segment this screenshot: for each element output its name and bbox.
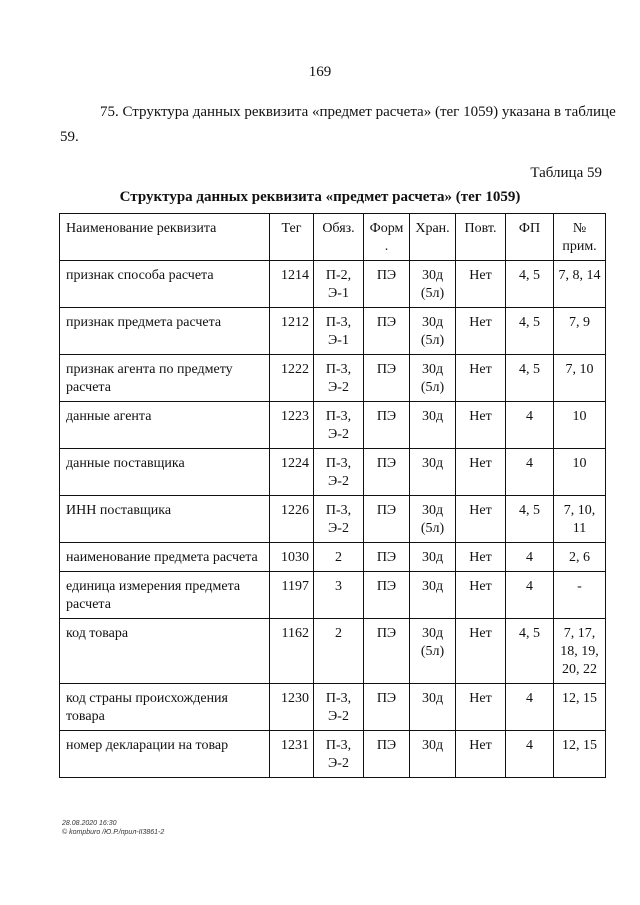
table-row — [60, 543, 606, 572]
cell-note: 7, 10, 11 — [554, 496, 606, 543]
header-name: Наименование реквизита — [60, 214, 270, 261]
cell-name: признак агента по предмету расчета — [60, 355, 270, 402]
cell-storage: 30д (5л) — [410, 308, 456, 355]
requisite-table — [59, 213, 606, 778]
cell-repeat: Нет — [456, 731, 506, 778]
cell-repeat: Нет — [456, 684, 506, 731]
cell-name: данные агента — [60, 402, 270, 449]
cell-note: 7, 8, 14 — [554, 261, 606, 308]
cell-fp: 4 — [506, 543, 554, 572]
footer-stamp — [62, 819, 164, 837]
table-row — [60, 308, 606, 355]
cell-name: номер декларации на товар — [60, 731, 270, 778]
cell-tag: 1223 — [270, 402, 314, 449]
cell-fp: 4, 5 — [506, 496, 554, 543]
table-row — [60, 496, 606, 543]
cell-fp: 4, 5 — [506, 308, 554, 355]
cell-tag: 1226 — [270, 496, 314, 543]
table-caption: Таблица 59 — [530, 165, 602, 181]
cell-storage: 30д — [410, 449, 456, 496]
cell-name: признак способа расчета — [60, 261, 270, 308]
table-row — [60, 355, 606, 402]
cell-required: П-3, Э-2 — [314, 449, 364, 496]
cell-name: данные поставщика — [60, 449, 270, 496]
cell-storage: 30д — [410, 543, 456, 572]
cell-repeat: Нет — [456, 308, 506, 355]
cell-storage: 30д (5л) — [410, 619, 456, 684]
header-format: Форм . — [364, 214, 410, 261]
cell-note: 12, 15 — [554, 684, 606, 731]
table-row — [60, 402, 606, 449]
cell-note: 2, 6 — [554, 543, 606, 572]
cell-tag: 1222 — [270, 355, 314, 402]
cell-format: ПЭ — [364, 543, 410, 572]
cell-repeat: Нет — [456, 449, 506, 496]
table-row — [60, 572, 606, 619]
cell-format: ПЭ — [364, 572, 410, 619]
cell-fp: 4 — [506, 572, 554, 619]
cell-repeat: Нет — [456, 543, 506, 572]
cell-required: П-3, Э-2 — [314, 355, 364, 402]
header-required: Обяз. — [314, 214, 364, 261]
cell-repeat: Нет — [456, 496, 506, 543]
cell-format: ПЭ — [364, 496, 410, 543]
table-body — [60, 261, 606, 778]
cell-tag: 1030 — [270, 543, 314, 572]
cell-fp: 4, 5 — [506, 261, 554, 308]
cell-format: ПЭ — [364, 619, 410, 684]
header-fp: ФП — [506, 214, 554, 261]
cell-fp: 4 — [506, 449, 554, 496]
cell-format: ПЭ — [364, 402, 410, 449]
cell-format: ПЭ — [364, 684, 410, 731]
table-row — [60, 731, 606, 778]
table-row — [60, 261, 606, 308]
cell-note: 10 — [554, 402, 606, 449]
table-row — [60, 619, 606, 684]
cell-repeat: Нет — [456, 619, 506, 684]
cell-fp: 4 — [506, 684, 554, 731]
cell-repeat: Нет — [456, 261, 506, 308]
cell-format: ПЭ — [364, 308, 410, 355]
cell-format: ПЭ — [364, 731, 410, 778]
cell-storage: 30д — [410, 402, 456, 449]
cell-storage: 30д (5л) — [410, 496, 456, 543]
intro-paragraph: 75. Структура данных реквизита «предмет расчета» (тег 1059) указана в таблице 59. — [60, 104, 616, 145]
cell-required: П-2, Э-1 — [314, 261, 364, 308]
cell-format: ПЭ — [364, 355, 410, 402]
cell-name: код товара — [60, 619, 270, 684]
cell-name: наименование предмета расчета — [60, 543, 270, 572]
cell-name: признак предмета расчета — [60, 308, 270, 355]
cell-note: 7, 10 — [554, 355, 606, 402]
cell-storage: 30д (5л) — [410, 261, 456, 308]
table-title: Структура данных реквизита «предмет расчета» (тег 1059) — [119, 189, 521, 205]
header-repeat: Повт. — [456, 214, 506, 261]
table-row — [60, 449, 606, 496]
cell-tag: 1197 — [270, 572, 314, 619]
cell-note: 7, 9 — [554, 308, 606, 355]
cell-repeat: Нет — [456, 355, 506, 402]
cell-required: 2 — [314, 619, 364, 684]
cell-repeat: Нет — [456, 572, 506, 619]
cell-tag: 1212 — [270, 308, 314, 355]
cell-required: П-3, Э-2 — [314, 402, 364, 449]
cell-required: 2 — [314, 543, 364, 572]
cell-required: П-3, Э-1 — [314, 308, 364, 355]
cell-storage: 30д — [410, 684, 456, 731]
footer-date: 28.08.2020 16:30 — [62, 820, 117, 827]
table-header-row — [60, 214, 606, 261]
cell-required: П-3, Э-2 — [314, 496, 364, 543]
cell-note: 7, 17, 18, 19, 20, 22 — [554, 619, 606, 684]
cell-fp: 4 — [506, 402, 554, 449]
cell-name: ИНН поставщика — [60, 496, 270, 543]
cell-tag: 1162 — [270, 619, 314, 684]
cell-format: ПЭ — [364, 261, 410, 308]
cell-storage: 30д — [410, 572, 456, 619]
cell-format: ПЭ — [364, 449, 410, 496]
cell-name: единица измерения предмета расчета — [60, 572, 270, 619]
cell-fp: 4, 5 — [506, 619, 554, 684]
header-storage: Хран. — [410, 214, 456, 261]
header-tag: Тег — [270, 214, 314, 261]
cell-required: П-3, Э-2 — [314, 684, 364, 731]
cell-note: 12, 15 — [554, 731, 606, 778]
cell-storage: 30д — [410, 731, 456, 778]
cell-tag: 1224 — [270, 449, 314, 496]
cell-required: 3 — [314, 572, 364, 619]
table-row — [60, 684, 606, 731]
cell-fp: 4 — [506, 731, 554, 778]
cell-required: П-3, Э-2 — [314, 731, 364, 778]
header-note: № прим. — [554, 214, 606, 261]
cell-repeat: Нет — [456, 402, 506, 449]
cell-name: код страны происхождения товара — [60, 684, 270, 731]
cell-tag: 1231 — [270, 731, 314, 778]
cell-tag: 1230 — [270, 684, 314, 731]
cell-tag: 1214 — [270, 261, 314, 308]
cell-storage: 30д (5л) — [410, 355, 456, 402]
footer-doc-ref: © kompburo /Ю.Р./прил-II3861-2 — [62, 829, 165, 836]
cell-fp: 4, 5 — [506, 355, 554, 402]
cell-note: - — [554, 572, 606, 619]
cell-note: 10 — [554, 449, 606, 496]
page-number: 169 — [308, 64, 332, 80]
